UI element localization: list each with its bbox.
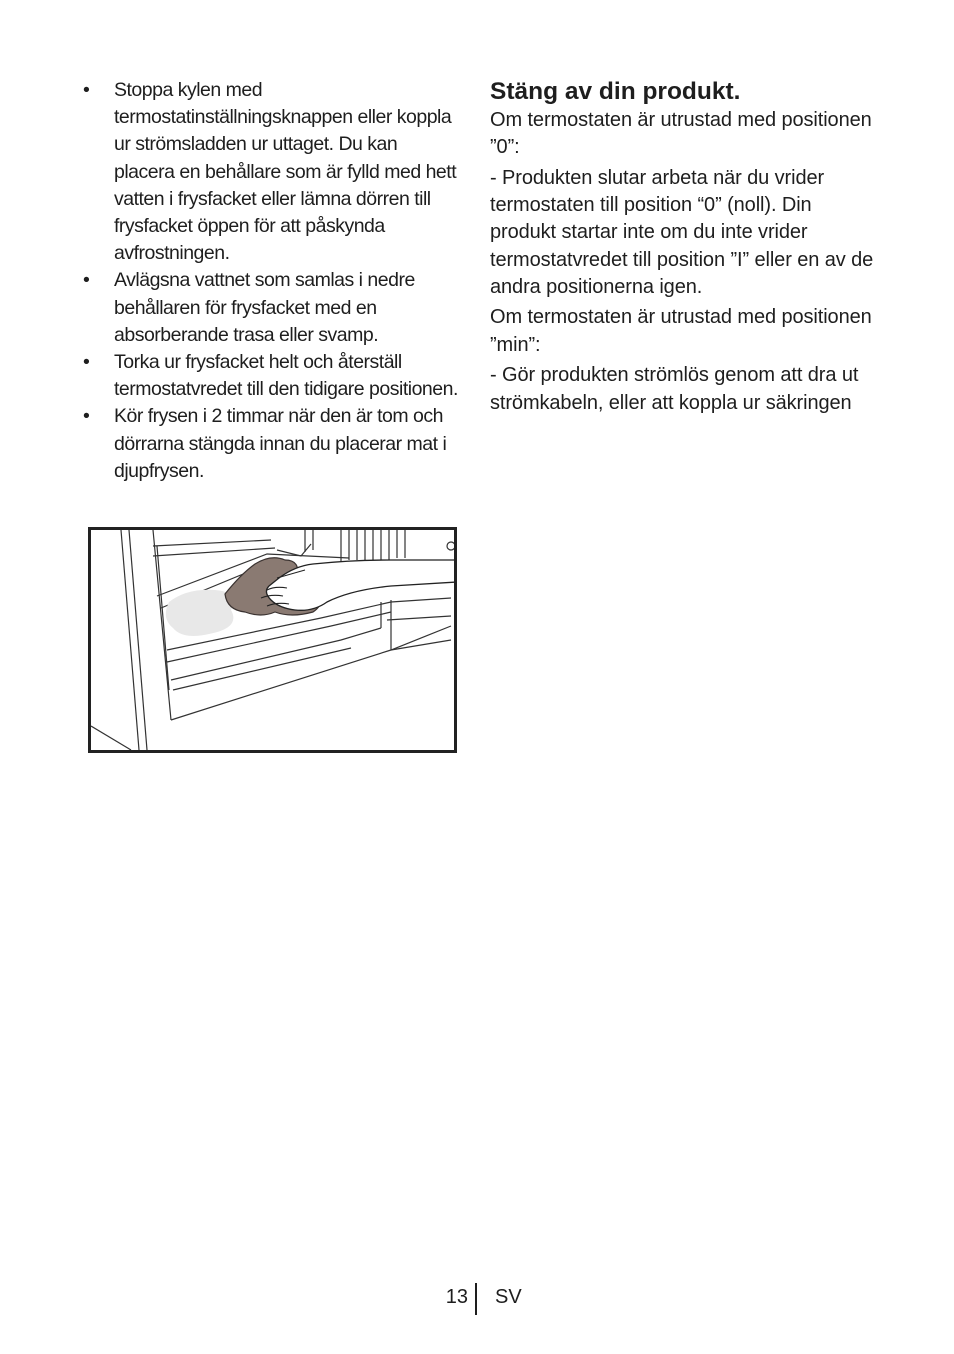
list-item bbox=[80, 403, 458, 485]
paragraph: - Gör produkten strömlös genom att dra ut strömkabeln, eller att koppla ur säkringen bbox=[490, 364, 859, 414]
language-code: SV bbox=[495, 1286, 522, 1308]
list-item-text: Stoppa kylen med termostatinställningsknappen eller koppla ur strömsladden ur uttaget. Du kan placera en behållare som är fylld med hett vatten i frysfacket eller lämna dörren till frysfacket öppen för att påskynda avfrostningen. bbox=[114, 79, 457, 265]
page-number: 13 bbox=[445, 1286, 468, 1308]
bullet-icon: • bbox=[83, 269, 90, 292]
paragraph: Om termostaten är utrustad med positionen ”0”: bbox=[490, 109, 872, 159]
footer-divider bbox=[475, 1283, 477, 1315]
left-column bbox=[80, 77, 458, 485]
bullet-icon: • bbox=[83, 351, 90, 374]
paragraph: Om termostaten är utrustad med positionen ”min”: bbox=[490, 306, 872, 356]
bullet-icon: • bbox=[83, 79, 90, 101]
paragraph: - Produkten slutar arbeta när du vrider termostaten till position “0” (noll). Din produkt startar inte om du inte vrider termostatvredet till position ”I” eller en av de andra positionerna igen. bbox=[490, 166, 874, 298]
list-item bbox=[80, 349, 458, 403]
bullet-icon: • bbox=[83, 405, 90, 428]
page-footer bbox=[0, 1283, 954, 1315]
list-item-text: Torka ur frysfacket helt och återställ termostatvredet till den tidigare positionen. bbox=[114, 351, 458, 401]
list-item-text: Kör frysen i 2 timmar när den är tom och dörrarna stängda innan du placerar mat i djupfrysen. bbox=[114, 405, 447, 482]
list-item bbox=[80, 77, 458, 267]
hand-wiping-freezer-compartment-illustration bbox=[91, 530, 454, 750]
list-item-text: Avlägsna vattnet som samlas i nedre behållaren för frysfacket med en absorberande trasa eller svamp. bbox=[114, 269, 415, 346]
freezer-wiping-illustration bbox=[88, 527, 457, 753]
defrost-steps-list bbox=[80, 77, 458, 485]
section-heading: Stäng av din produkt. bbox=[490, 78, 741, 105]
right-column bbox=[490, 77, 875, 420]
list-item bbox=[80, 267, 458, 349]
